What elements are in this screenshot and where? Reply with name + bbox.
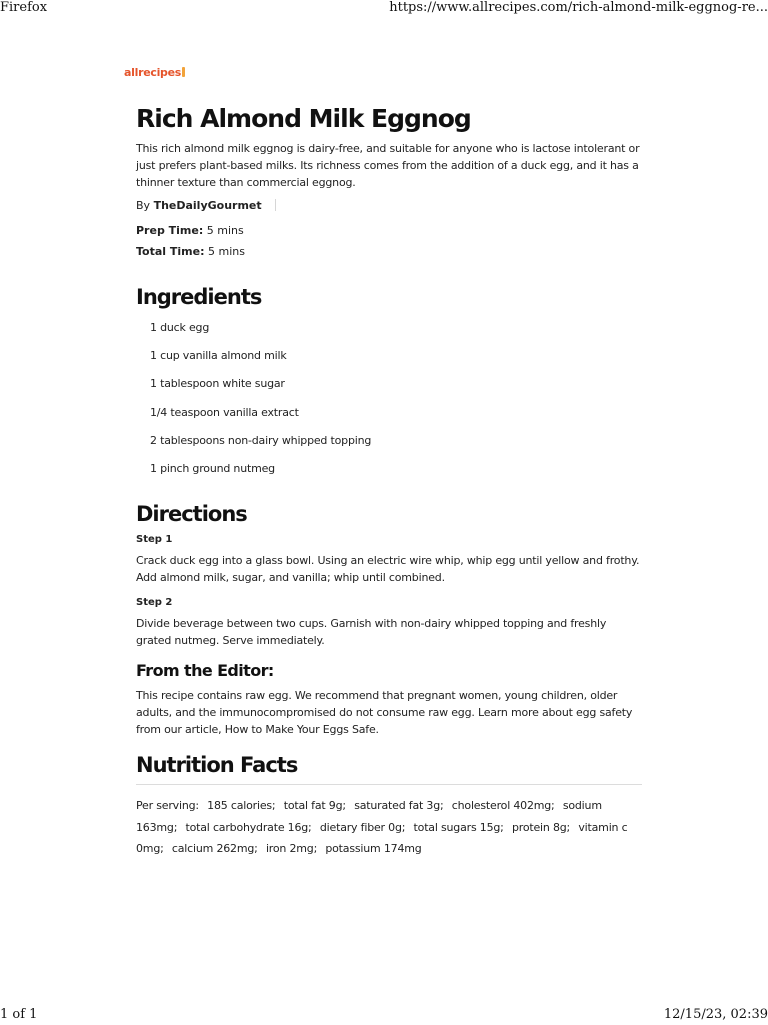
nutrition-item: cholesterol 402mg;: [451, 799, 555, 813]
prep-time-row: [136, 220, 642, 241]
nutrition-facts: [136, 795, 642, 860]
editor-note: This recipe contains raw egg. We recommend that pregnant women, young children, older adults, and the immunocompromised do not consume raw egg. Learn more about egg safety from our article, How to Make Your Eggs Safe.: [136, 689, 633, 737]
total-time-value: 5 mins: [207, 245, 245, 258]
step-2-label: Step 2: [136, 597, 173, 609]
total-time-label: Total Time:: [136, 245, 205, 258]
nutrition-item: vitamin c 0mg;: [136, 820, 628, 856]
recipe-title: Rich Almond Milk Eggnog: [136, 104, 471, 133]
ingredient-item: 1 tablespoon white sugar: [150, 377, 285, 391]
nutrition-item: total carbohydrate 16g;: [185, 820, 312, 834]
print-header: [0, 0, 768, 18]
total-time-row: [136, 241, 642, 262]
print-footer-datetime: 12/15/23, 02:39: [663, 1007, 768, 1022]
nutrition-divider: [136, 784, 642, 785]
step-1-text: Crack duck egg into a glass bowl. Using an electric wire whip, whip egg until yellow and frothy. Add almond milk, sugar, and vanilla; whip until combined.: [136, 554, 640, 585]
nutrition-item: potassium 174mg: [325, 842, 422, 856]
nutrition-item: 185 calories;: [207, 799, 276, 813]
prep-time-value: 5 mins: [206, 224, 244, 237]
nutrition-item: total fat 9g;: [283, 799, 346, 813]
prep-time-label: Prep Time:: [136, 224, 204, 237]
author-link[interactable]: TheDailyGourmet: [153, 199, 262, 212]
nutrition-heading: Nutrition Facts: [136, 753, 298, 778]
logo-text: allrecipes: [124, 66, 182, 79]
nutrition-item: sodium 163mg;: [136, 799, 602, 834]
nutrition-item: saturated fat 3g;: [354, 799, 444, 813]
ingredient-item: 1/4 teaspoon vanilla extract: [150, 405, 299, 419]
recipe-times: [136, 220, 642, 262]
ingredient-item: 1 duck egg: [150, 321, 210, 334]
nutrition-item: total sugars 15g;: [413, 820, 504, 834]
ingredients-heading: Ingredients: [136, 285, 262, 309]
ingredient-item: 2 tablespoons non-dairy whipped topping: [150, 433, 372, 447]
print-header-url: https://www.allrecipes.com/rich-almond-milk-eggnog-re...: [389, 0, 768, 15]
ingredient-item: 1 pinch ground nutmeg: [150, 461, 275, 475]
byline-divider: [275, 199, 276, 211]
ingredients-list: [150, 318, 642, 487]
allrecipes-logo[interactable]: [124, 66, 185, 79]
print-footer-page: 1 of 1: [0, 1007, 38, 1022]
nutrition-intro: Per serving:: [136, 799, 199, 813]
step-1-label: Step 1: [136, 534, 173, 546]
ingredient-item: 1 cup vanilla almond milk: [150, 349, 287, 363]
nutrition-item: dietary fiber 0g;: [319, 820, 406, 834]
nutrition-item: iron 2mg;: [265, 842, 318, 856]
byline: [136, 199, 642, 212]
nutrition-item: protein 8g;: [511, 820, 571, 834]
logo-mark-icon: [182, 67, 185, 77]
recipe-description: This rich almond milk eggnog is dairy-free, and suitable for anyone who is lactose intolerant or just prefers plant-based milks. Its richness comes from the addition of a duck egg, and it has a thinner texture than commercial eggnog.: [136, 142, 640, 189]
by-label: By: [136, 199, 151, 212]
directions-heading: Directions: [136, 502, 247, 527]
print-header-browser: Firefox: [0, 0, 48, 15]
nutrition-item: calcium 262mg;: [171, 842, 258, 856]
editor-heading: From the Editor:: [136, 661, 274, 681]
recipe-content: [136, 100, 642, 860]
print-footer: [0, 1007, 768, 1025]
step-2-text: Divide beverage between two cups. Garnish with non-dairy whipped topping and freshly grated nutmeg. Serve immediately.: [136, 617, 607, 648]
